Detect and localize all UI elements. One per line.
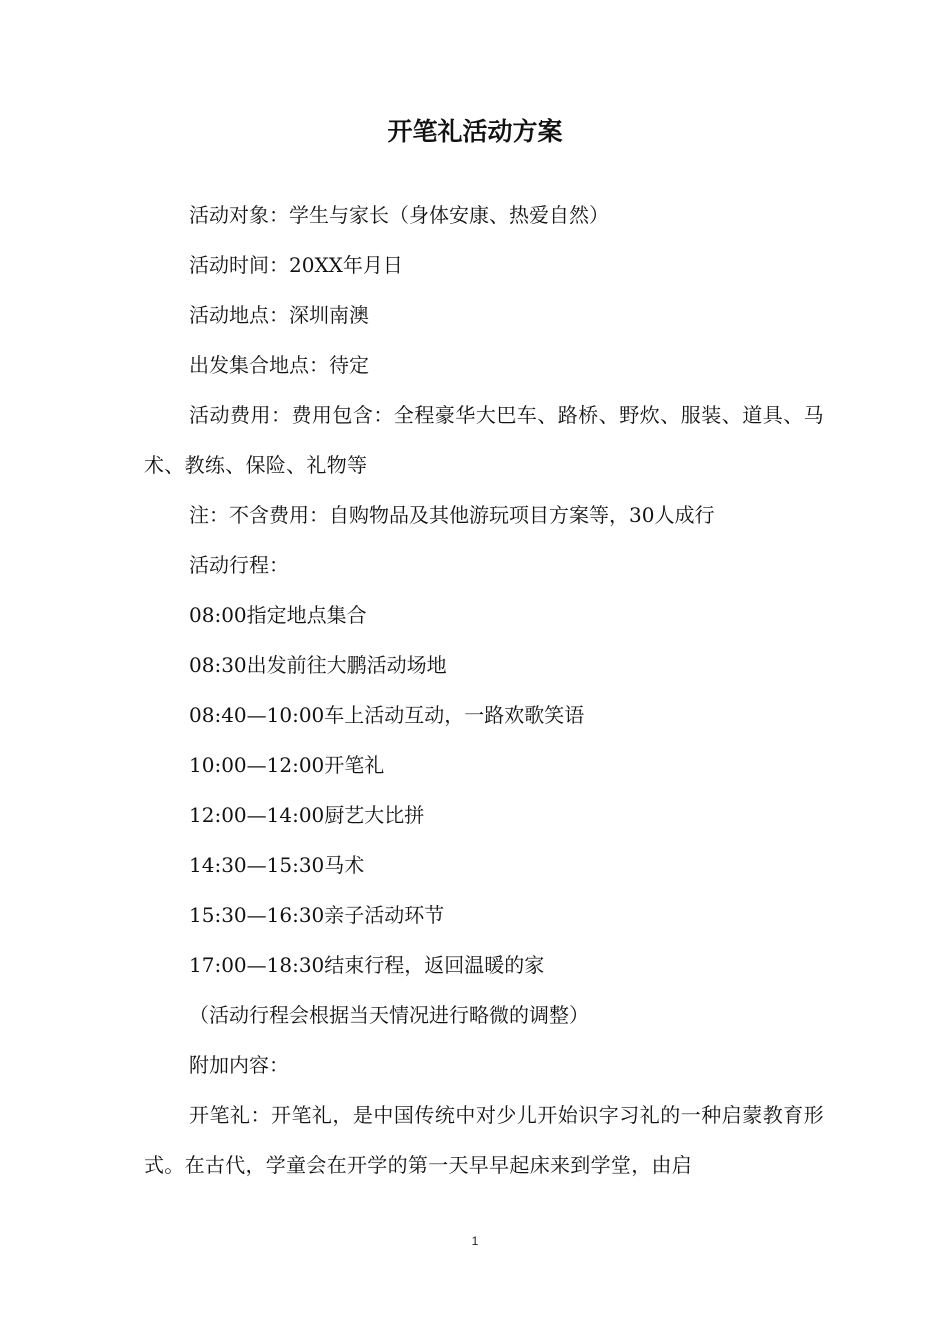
paragraph-activity-target: 活动对象：学生与家长（身体安康、热爱自然） (189, 203, 609, 227)
paragraph-activity-cost: 活动费用：费用包含：全程豪华大巴车、路桥、野炊、服装、道具、马术、教练、保险、礼物等 (144, 403, 824, 477)
itinerary-item: 08:00指定地点集合 (189, 603, 367, 627)
paragraph-itinerary-note: （活动行程会根据当天情况进行略微的调整） (189, 1003, 589, 1027)
paragraph-activity-time: 活动时间：20XX年月日 (189, 253, 403, 277)
itinerary-item: 12:00—14:00厨艺大比拼 (189, 803, 425, 827)
paragraph-activity-location: 活动地点：深圳南澳 (189, 303, 369, 327)
paragraph-kaibili-description: 开笔礼：开笔礼，是中国传统中对少儿开始识字习礼的一种启蒙教育形式。在古代，学童会在开学的第一天早早起床来到学堂，由启 (144, 1103, 824, 1177)
paragraph-itinerary-heading: 活动行程： (189, 553, 289, 577)
itinerary-item: 08:40—10:00车上活动互动，一路欢歌笑语 (189, 703, 585, 727)
itinerary-item: 17:00—18:30结束行程，返回温暖的家 (189, 953, 545, 977)
paragraph-cost-note: 注：不含费用：自购物品及其他游玩项目方案等，30人成行 (189, 503, 715, 527)
paragraph-meeting-location: 出发集合地点：待定 (189, 353, 369, 377)
document-title: 开笔礼活动方案 (387, 117, 563, 146)
paragraph-additional-heading: 附加内容： (189, 1053, 289, 1077)
itinerary-item: 10:00—12:00开笔礼 (189, 753, 385, 777)
itinerary-item: 08:30出发前往大鹏活动场地 (189, 653, 447, 677)
itinerary-item: 14:30—15:30马术 (189, 853, 365, 877)
itinerary-item: 15:30—16:30亲子活动环节 (189, 903, 445, 927)
document-body (144, 190, 824, 1190)
page-number: 1 (471, 1234, 479, 1248)
